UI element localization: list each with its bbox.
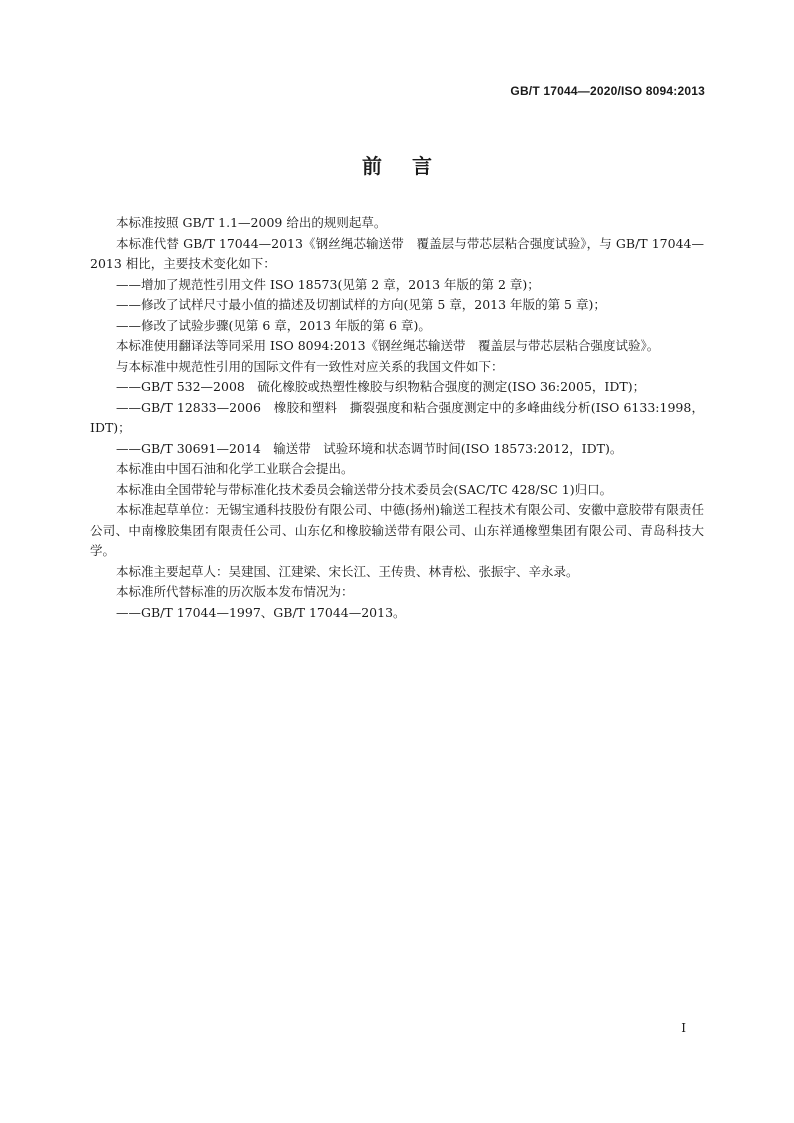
list-item-change-3: ——修改了试验步骤(见第 6 章，2013 年版的第 6 章)。 [116, 317, 431, 333]
list-item-reference-2: ——GB/T 12833—2006 橡胶和塑料 撕裂强度和粘合强度测定中的多峰曲线分析(ISO 6133:1998，IDT)； [90, 399, 704, 435]
page-number: I [681, 1021, 686, 1035]
list-item-change-2: ——修改了试样尺寸最小值的描述及切割试样的方向(见第 5 章，2013 年版的第 5 章)； [116, 297, 606, 312]
list-item-reference-1: ——GB/T 532—2008 硫化橡胶或热塑性橡胶与织物粘合强度的测定(ISO 36:2005，IDT)； [116, 379, 646, 394]
list-item-history: ——GB/T 17044—1997、GB/T 17044—2013。 [116, 604, 406, 620]
paragraph-history-intro: 本标准所代替标准的历次版本发布情况为： [116, 584, 354, 599]
paragraph-drafters: 本标准主要起草人：吴建国、江建梁、宋长江、王传贵、林青松、张振宇、辛永录。 [116, 563, 579, 579]
paragraph-drafting-rules: 本标准按照 GB/T 1.1—2009 给出的规则起草。 [116, 215, 387, 230]
foreword-body [90, 213, 704, 623]
paragraph-proposer: 本标准由中国石油和化学工业联合会提出。 [116, 461, 354, 476]
paragraph-corresponding-docs: 与本标准中规范性引用的国际文件有一致性对应关系的我国文件如下： [116, 358, 504, 374]
paragraph-drafting-units: 本标准起草单位：无锡宝通科技股份有限公司、中德(扬州)输送工程技术有限公司、安徽中意胶带有限责任公司、中南橡胶集团有限责任公司、山东亿和橡胶输送带有限公司、山东祥通橡塑集团有限公司、青岛科技大学。 [90, 502, 704, 558]
standard-code-header: GB/T 17044—2020/ISO 8094:2013 [510, 84, 705, 98]
list-item-reference-3: ——GB/T 30691—2014 输送带 试验环境和状态调节时间(ISO 18573:2012，IDT)。 [116, 440, 623, 456]
paragraph-replaces-standard: 本标准代替 GB/T 17044—2013《钢丝绳芯输送带 覆盖层与带芯层粘合强度试验》，与 GB/T 17044—2013 相比，主要技术变化如下： [90, 235, 704, 271]
paragraph-committee: 本标准由全国带轮与带标准化技术委员会输送带分技术委员会(SAC/TC 428/SC 1)归口。 [116, 481, 613, 497]
page-title: 前言 [362, 154, 462, 178]
paragraph-translation-method: 本标准使用翻译法等同采用 ISO 8094:2013《钢丝绳芯输送带 覆盖层与带芯层粘合强度试验》。 [116, 338, 660, 353]
list-item-change-1: ——增加了规范性引用文件 ISO 18573(见第 2 章，2013 年版的第 2 章)； [116, 276, 540, 292]
